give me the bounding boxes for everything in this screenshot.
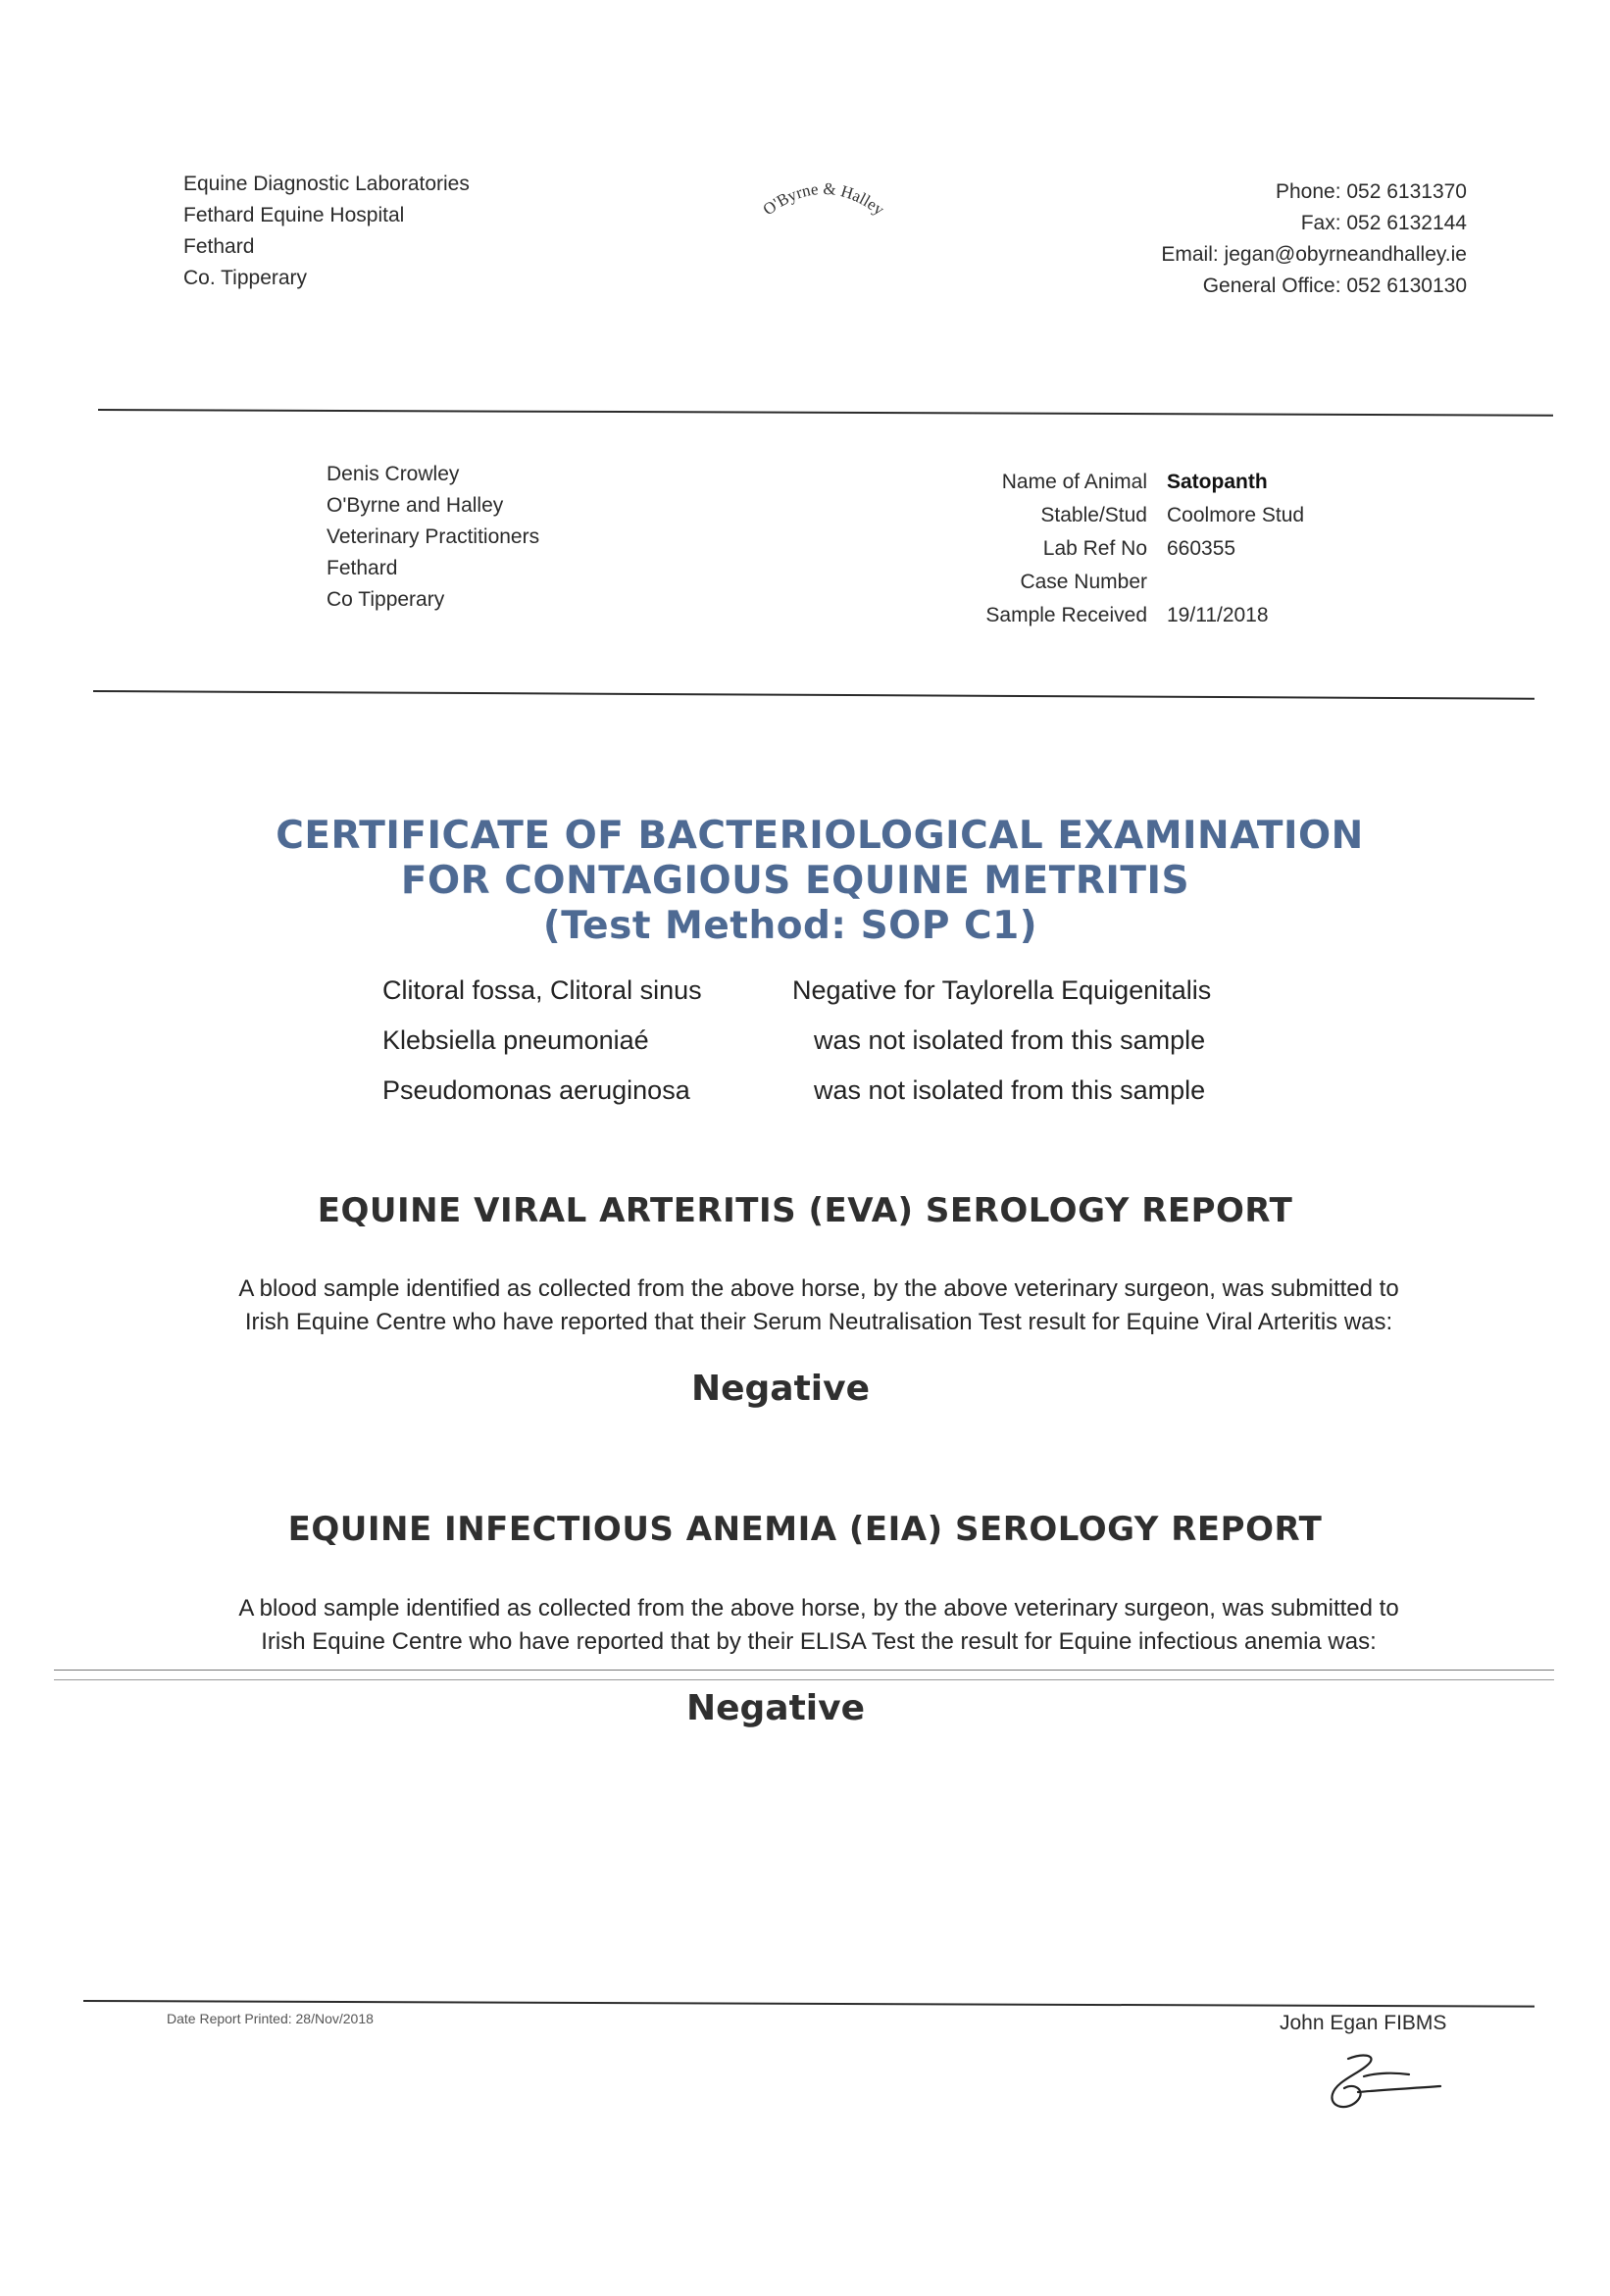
test-result: Negative for Taylorella Equigenitalis xyxy=(792,975,1212,1005)
eia-description-line: Irish Equine Centre who have reported that by their ELISA Test the result for Equine infectious anemia was: xyxy=(261,1628,1377,1655)
detail-label: Stable/Stud xyxy=(1040,504,1147,526)
eia-description-line: A blood sample identified as collected from the above horse, by the above veterinary surgeon, was submitted to xyxy=(238,1595,1399,1622)
detail-label: Lab Ref No xyxy=(1042,537,1147,560)
certificate-title-line: CERTIFICATE OF BACTERIOLOGICAL EXAMINATION xyxy=(276,814,1364,858)
sample-received-value: 19/11/2018 xyxy=(1167,604,1269,626)
detail-label: Name of Animal xyxy=(1001,471,1147,493)
date-report-printed: Date Report Printed: 28/Nov/2018 xyxy=(167,2011,374,2026)
email-address: Email: jegan@obyrneandhalley.ie xyxy=(1161,243,1467,266)
lab-address xyxy=(183,169,470,294)
details-divider xyxy=(93,690,1535,700)
animal-details xyxy=(956,466,1363,632)
organism: Klebsiella pneumoniaé xyxy=(382,1025,649,1055)
addressee-block xyxy=(327,459,539,616)
detail-row-sample-received xyxy=(956,599,1363,632)
eva-heading: EQUINE VIRAL ARTERITIS (EVA) SEROLOGY REPORT xyxy=(317,1191,1293,1230)
signatory-name: John Egan FIBMS xyxy=(1280,2012,1447,2034)
eia-heading: EQUINE INFECTIOUS ANEMIA (EIA) SEROLOGY REPORT xyxy=(287,1510,1323,1549)
eia-description xyxy=(147,1592,1490,1659)
obyrne-halley-logo xyxy=(745,165,902,243)
detail-label: Sample Received xyxy=(985,604,1147,626)
detail-row-animal-name xyxy=(956,466,1363,499)
fax-number: Fax: 052 6132144 xyxy=(1300,212,1467,234)
lab-county: Co. Tipperary xyxy=(183,267,308,289)
test-result: was not isolated from this sample xyxy=(814,1025,1206,1055)
logo-text: O'Byrne & Halley xyxy=(759,178,888,220)
organism: Pseudomonas aeruginosa xyxy=(382,1075,690,1105)
detail-row-lab-ref xyxy=(956,532,1363,566)
addressee-county: Co Tipperary xyxy=(327,588,445,611)
lab-ref-value: 660355 xyxy=(1167,537,1236,560)
scan-line xyxy=(54,1670,1554,1671)
general-office-number: General Office: 052 6130130 xyxy=(1202,275,1467,297)
test-result: was not isolated from this sample xyxy=(814,1075,1206,1105)
addressee-name: Denis Crowley xyxy=(327,463,460,485)
signature xyxy=(1319,2047,1446,2118)
footer-divider xyxy=(83,2000,1535,2008)
eia-result: Negative xyxy=(685,1688,866,1728)
lab-name: Equine Diagnostic Laboratories xyxy=(183,173,470,195)
eva-description-line: Irish Equine Centre who have reported that their Serum Neutralisation Test result for Equine Viral Arteritis was: xyxy=(244,1309,1393,1335)
animal-name-value: Satopanth xyxy=(1167,471,1268,493)
detail-label: Case Number xyxy=(1020,571,1147,593)
certificate-title xyxy=(0,814,1610,949)
header-divider xyxy=(98,409,1553,417)
stable-value: Coolmore Stud xyxy=(1167,504,1305,526)
addressee-practice: O'Byrne and Halley xyxy=(327,494,504,517)
lab-hospital: Fethard Equine Hospital xyxy=(183,204,405,226)
phone-number: Phone: 052 6131370 xyxy=(1275,180,1467,203)
lab-town: Fethard xyxy=(183,235,255,258)
scan-line xyxy=(54,1679,1554,1680)
detail-row-stable xyxy=(956,499,1363,532)
test-method: (Test Method: SOP C1) xyxy=(542,904,1038,948)
addressee-town: Fethard xyxy=(327,557,398,579)
eva-description-line: A blood sample identified as collected from the above horse, by the above veterinary surgeon, was submitted to xyxy=(238,1275,1399,1302)
eva-description xyxy=(147,1273,1490,1339)
svg-text:O'Byrne & Halley xyxy=(760,179,888,220)
detail-row-case-number xyxy=(956,566,1363,599)
contact-details xyxy=(1161,176,1467,302)
sample-site: Clitoral fossa, Clitoral sinus xyxy=(382,975,702,1005)
eva-result: Negative xyxy=(690,1369,871,1409)
addressee-role: Veterinary Practitioners xyxy=(327,525,540,548)
certificate-title-line: FOR CONTAGIOUS EQUINE METRITIS xyxy=(400,859,1190,903)
